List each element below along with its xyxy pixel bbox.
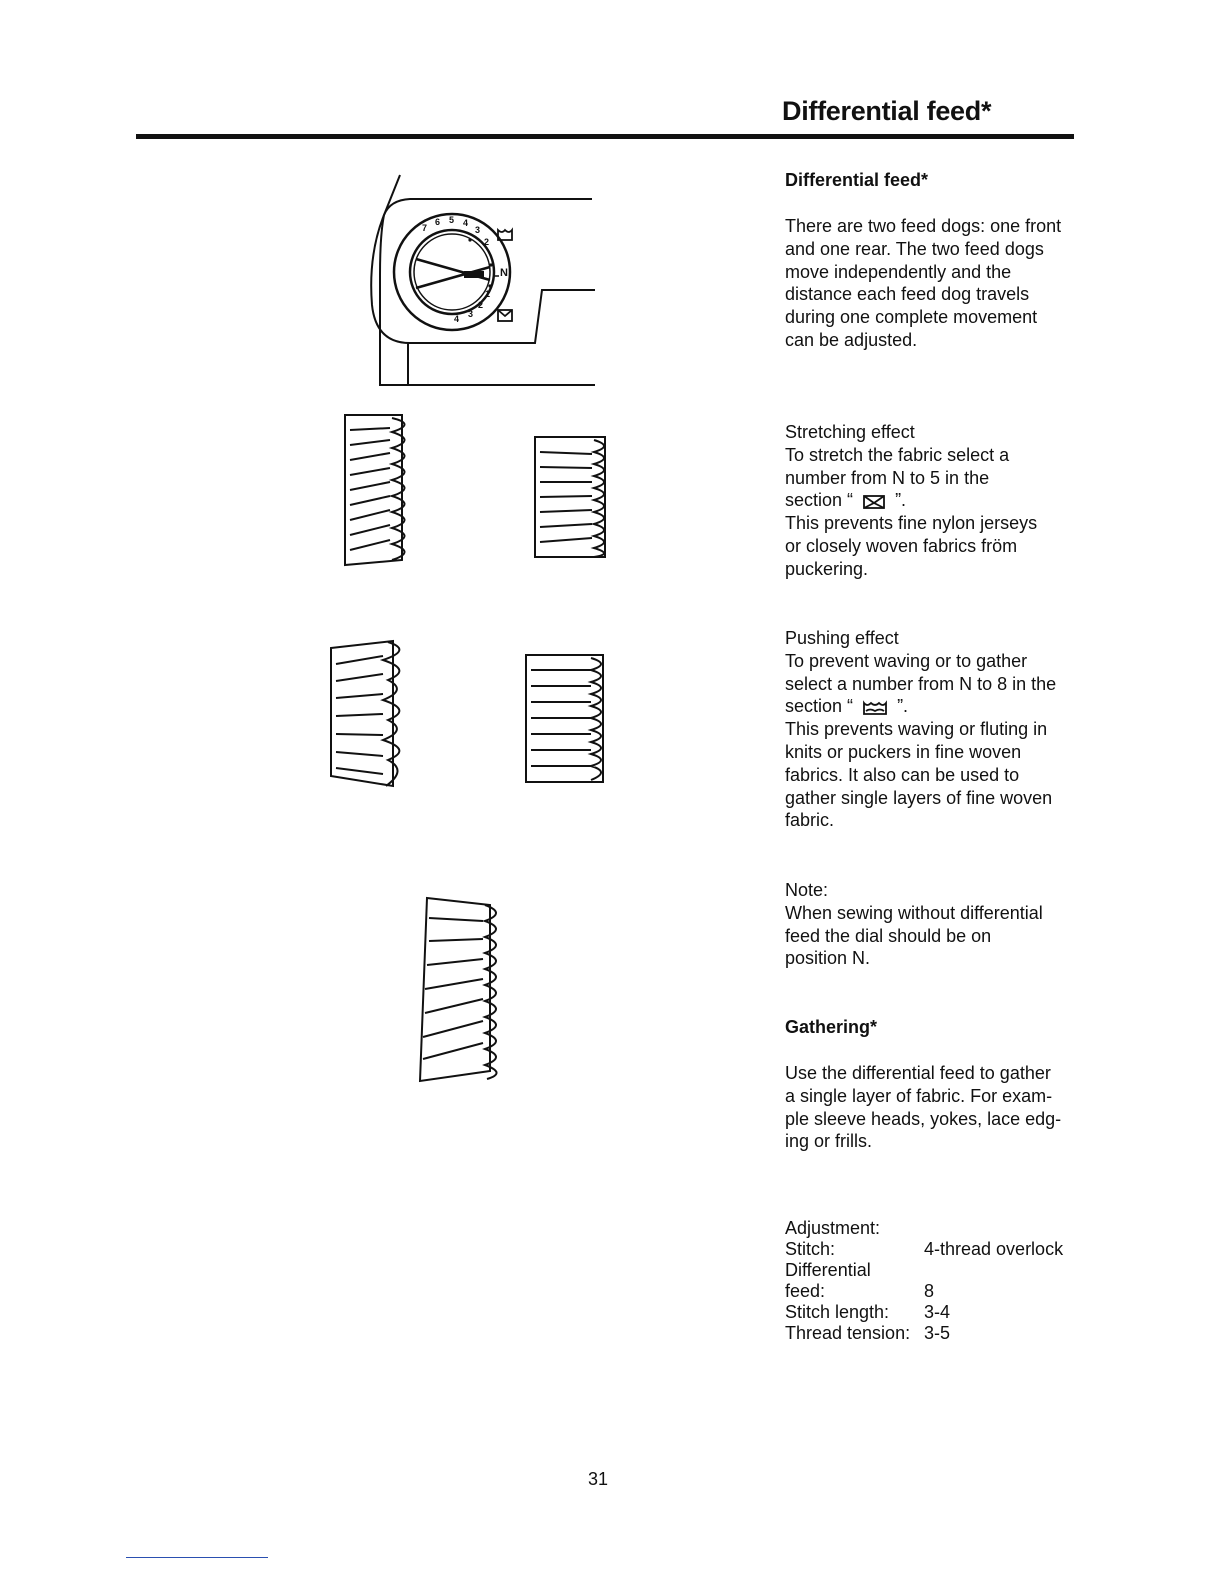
section-prefix: section “: [785, 696, 854, 717]
title-rule: [136, 134, 1074, 139]
stretch-icon: [862, 494, 886, 510]
text-line: [785, 695, 1085, 718]
adjustment-value: 3-5: [924, 1323, 951, 1343]
stretch-icon: [498, 310, 512, 321]
text-line: This prevents waving or fluting in: [785, 719, 1048, 740]
text-line: gather single layers of fine woven: [785, 787, 1053, 808]
dial-number: 4: [454, 314, 460, 324]
adjustment-row: [785, 1239, 1085, 1260]
pushing-section: [785, 627, 1085, 832]
footer-rule: [126, 1557, 268, 1558]
text-line: [785, 489, 1085, 512]
adjustment-label: Stitch:: [785, 1239, 836, 1259]
fabric-sample-illustration-4: [523, 650, 618, 790]
dial-number: 5: [449, 215, 455, 225]
text-line: or closely woven fabrics fröm: [785, 535, 1018, 556]
section-suffix: ”.: [897, 696, 909, 717]
section-suffix: ”.: [895, 490, 907, 511]
text-line: To prevent waving or to gather: [785, 650, 1028, 671]
text-line: fabric.: [785, 810, 835, 831]
dial-number: 1: [485, 289, 491, 299]
text-line: position N.: [785, 948, 871, 969]
dial-number: 2: [478, 300, 484, 310]
text-line: To stretch the fabric select a: [785, 444, 1010, 465]
section-heading: Pushing effect: [785, 628, 899, 648]
page-title: Differential feed*: [782, 96, 992, 126]
text-line: ing or frills.: [785, 1131, 873, 1152]
fabric-sample-illustration-gathering: [415, 893, 515, 1083]
adjustment-row: [785, 1323, 1085, 1344]
adjustment-row: [785, 1260, 1085, 1281]
text-line: ple sleeve heads, yokes, lace edg-: [785, 1108, 1062, 1129]
differential-feed-dial-illustration: [350, 175, 610, 390]
text-line: number from N to 5 in the: [785, 467, 990, 488]
intro-section: [785, 169, 1085, 192]
text-line: a single layer of fabric. For exam-: [785, 1085, 1053, 1106]
text-line: There are two feed dogs: one front: [785, 216, 1062, 236]
gathering-heading-block: [785, 1016, 1085, 1039]
text-line: fabrics. It also can be used to: [785, 764, 1020, 785]
note-section: [785, 879, 1085, 970]
adjustment-value: 4-thread overlock: [924, 1239, 1064, 1259]
text-line: Use the differential feed to gather: [785, 1063, 1051, 1083]
adjustment-table: [785, 1218, 1085, 1344]
fabric-sample-illustration-3: [328, 636, 418, 791]
text-line: can be adjusted.: [785, 329, 918, 350]
adjustment-label: Differential: [785, 1260, 871, 1280]
adjustment-label: Thread tension:: [785, 1323, 911, 1343]
fabric-sample-illustration-1: [342, 410, 422, 570]
stretching-section: [785, 421, 1085, 581]
gathering-paragraph: [785, 1062, 1085, 1153]
text-line: select a number from N to 8 in the: [785, 673, 1057, 694]
page-number: 31: [588, 1469, 609, 1489]
dial-number-n: N: [500, 267, 508, 279]
section-heading: Note:: [785, 880, 829, 900]
text-line: When sewing without differential: [785, 902, 1043, 923]
adjustment-value: 3-4: [924, 1302, 951, 1322]
fabric-sample-illustration-2: [530, 432, 620, 562]
adjustment-heading-row: [785, 1218, 1085, 1239]
text-line: puckering.: [785, 558, 869, 579]
dial-number: 6: [435, 217, 441, 227]
text-line: move independently and the: [785, 261, 1012, 282]
adjustment-label: feed:: [785, 1281, 826, 1301]
dial-number: 7: [422, 223, 428, 233]
section-heading: Gathering*: [785, 1017, 878, 1037]
adjustment-row: [785, 1281, 1085, 1302]
dial-knob[interactable]: [394, 214, 510, 330]
dial-number: 3: [475, 225, 481, 235]
text-line: knits or puckers in fine woven: [785, 741, 1022, 762]
text-line: distance each feed dog travels: [785, 284, 1030, 305]
intro-paragraph: [785, 215, 1085, 352]
section-prefix: section “: [785, 490, 854, 511]
dial-number: 4: [463, 218, 469, 228]
dial-number: 3: [468, 309, 474, 319]
text-line: during one complete movement: [785, 307, 1038, 328]
text-line: and one rear. The two feed dogs: [785, 238, 1044, 259]
section-heading: Stretching effect: [785, 422, 915, 442]
text-line: feed the dial should be on: [785, 925, 992, 946]
adjustment-row: [785, 1302, 1085, 1323]
adjustment-label: Stitch length:: [785, 1302, 890, 1322]
adjustment-value: 8: [924, 1281, 935, 1301]
dial-number: 2: [484, 237, 490, 247]
push-wave-icon: [862, 699, 888, 717]
text-line: This prevents fine nylon jerseys: [785, 513, 1038, 534]
adjustment-heading: Adjustment:: [785, 1218, 881, 1238]
section-heading: Differential feed*: [785, 170, 929, 190]
